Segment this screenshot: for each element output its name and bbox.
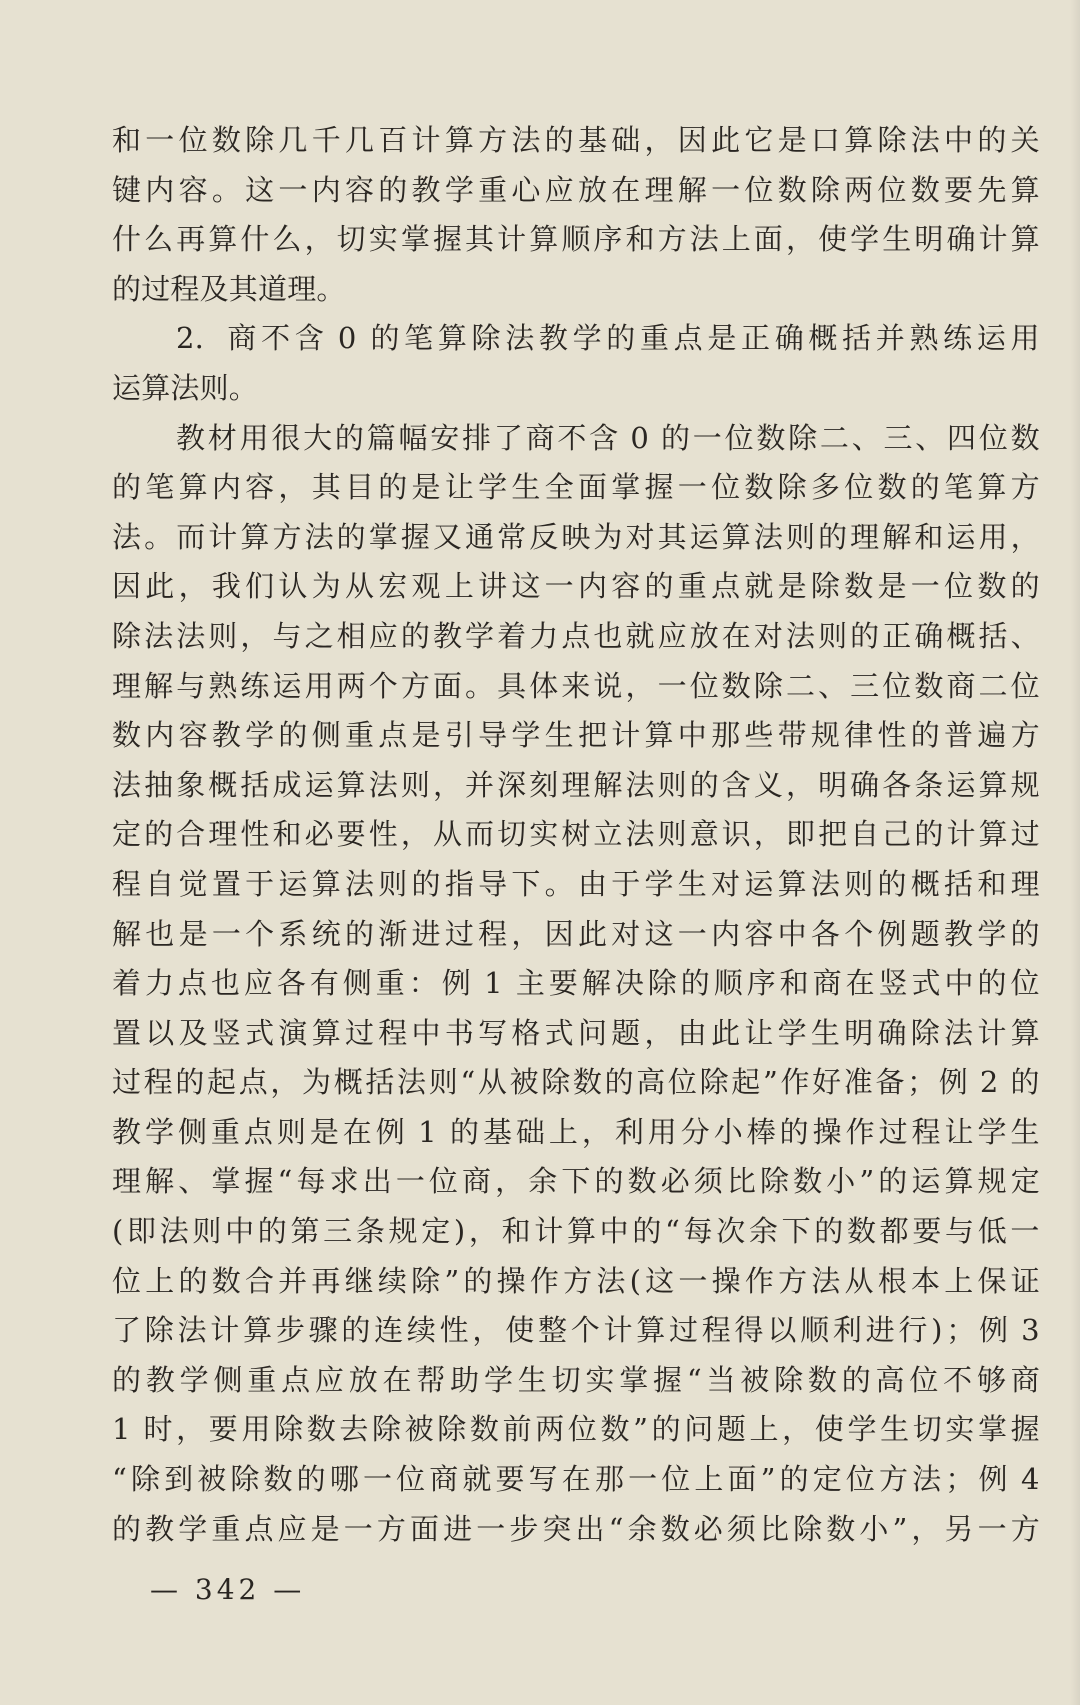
text-line: 1 时 ， 要 用 除 数 去 除 被 除 数 前 两 位 数 ” 的 问 题 上 ， 使 学 生 切 实 掌 握 xyxy=(112,1412,1040,1447)
text-line: ( 即 法 则 中 的 第 三 条 规 定 ) ， 和 计 算 中 的 “ 每 次 余 下 的 数 都 要 与 低 一 xyxy=(112,1214,1040,1249)
text-line: 法 抽 象 概 括 成 运 算 法 则 ， 并 深 刻 理 解 法 则 的 含 义 ， 明 确 各 条 运 算 规 xyxy=(112,767,1040,802)
page-edge-shadow xyxy=(1070,0,1080,1705)
text-line: 置 以 及 竖 式 演 算 过 程 中 书 写 格 式 问 题 ， 由 此 让 学 生 明 确 除 法 计 算 xyxy=(112,1015,1040,1050)
text-line: 理 解 与 熟 练 运 用 两 个 方 面 。 具 体 来 说 ， 一 位 数 除 二 、 三 位 数 商 二 位 xyxy=(112,668,1040,703)
text-line: 除 法 法 则 ， 与 之 相 应 的 教 学 着 力 点 也 就 应 放 在 对 法 则 的 正 确 概 括 、 xyxy=(112,618,1040,653)
text-line: 位 上 的 数 合 并 再 继 续 除 ” 的 操 作 方 法 ( 这 一 操 作 方 法 从 根 本 上 保 证 xyxy=(112,1263,1040,1298)
text-line: 过 程 的 起 点 ， 为 概 括 法 则 “ 从 被 除 数 的 高 位 除 起 ” 作 好 准 备 ； 例 2 的 xyxy=(112,1065,1040,1100)
text-line: 教 材 用 很 大 的 篇 幅 安 排 了 商 不 含 0 的 一 位 数 除 二 、 三 、 四 位 数 xyxy=(176,420,1040,455)
text-line: 的 笔 算 内 容 ， 其 目 的 是 让 学 生 全 面 掌 握 一 位 数 除 多 位 数 的 笔 算 方 xyxy=(112,470,1040,505)
text-line: 着 力 点 也 应 各 有 侧 重 ： 例 1 主 要 解 决 除 的 顺 序 和 商 在 竖 式 中 的 位 xyxy=(112,966,1040,1001)
text-line: 理 解 、 掌 握 “ 每 求 出 一 位 商 ， 余 下 的 数 必 须 比 除 数 小 ” 的 运 算 规 定 xyxy=(112,1164,1040,1199)
text-line: 了 除 法 计 算 步 骤 的 连 续 性 ， 使 整 个 计 算 过 程 得 以 顺 利 进 行 ) ； 例 3 xyxy=(112,1313,1040,1348)
text-line: 数 内 容 教 学 的 侧 重 点 是 引 导 学 生 把 计 算 中 那 些 带 规 律 性 的 普 遍 方 xyxy=(112,718,1040,753)
text-line: 的 教 学 侧 重 点 应 放 在 帮 助 学 生 切 实 掌 握 “ 当 被 除 数 的 高 位 不 够 商 xyxy=(112,1362,1040,1397)
text-line: 和 一 位 数 除 几 千 几 百 计 算 方 法 的 基 础 ， 因 此 它 是 口 算 除 法 中 的 关 xyxy=(112,123,1040,157)
text-line: 程 自 觉 置 于 运 算 法 则 的 指 导 下 。 由 于 学 生 对 运 算 法 则 的 概 括 和 理 xyxy=(112,866,1040,901)
page-number: — 342 — xyxy=(150,1573,306,1606)
text-line: 解 也 是 一 个 系 统 的 渐 进 过 程 ， 因 此 对 这 一 内 容 中 各 个 例 题 教 学 的 xyxy=(112,916,1040,951)
body-text xyxy=(112,116,1040,1554)
text-line: 键 内 容 。 这 一 内 容 的 教 学 重 心 应 放 在 理 解 一 位 数 除 两 位 数 要 先 算 xyxy=(112,172,1040,207)
text-line: 因 此 ， 我 们 认 为 从 宏 观 上 讲 这 一 内 容 的 重 点 就 是 除 数 是 一 位 数 的 xyxy=(112,569,1040,604)
text-line: 的 教 学 重 点 应 是 一 方 面 进 一 步 突 出 “ 余 数 必 须 比 除 数 小 ” ， 另 一 方 xyxy=(112,1511,1040,1546)
text-line: 2. 商 不 含 0 的 笔 算 除 法 教 学 的 重 点 是 正 确 概 括 并 熟 练 运 用 xyxy=(176,321,1040,356)
text-line: “ 除 到 被 除 数 的 哪 一 位 商 就 要 写 在 那 一 位 上 面 ” 的 定 位 方 法 ； 例 4 xyxy=(112,1462,1040,1497)
text-line: 教 学 侧 重 点 则 是 在 例 1 的 基 础 上 ， 利 用 分 小 棒 的 操 作 过 程 让 学 生 xyxy=(112,1114,1040,1149)
text-line: 法 。 而 计 算 方 法 的 掌 握 又 通 常 反 映 为 对 其 运 算 法 则 的 理 解 和 运 用 ， xyxy=(112,519,1040,554)
text-line: 运算法则。 xyxy=(112,370,259,405)
text-line: 什 么 再 算 什 么 ， 切 实 掌 握 其 计 算 顺 序 和 方 法 上 面 ， 使 学 生 明 确 计 算 xyxy=(112,222,1040,257)
text-line: 定 的 合 理 性 和 必 要 性 ， 从 而 切 实 树 立 法 则 意 识 ， 即 把 自 己 的 计 算 过 xyxy=(112,817,1040,852)
text-line: 的过程及其道理。 xyxy=(112,271,346,306)
